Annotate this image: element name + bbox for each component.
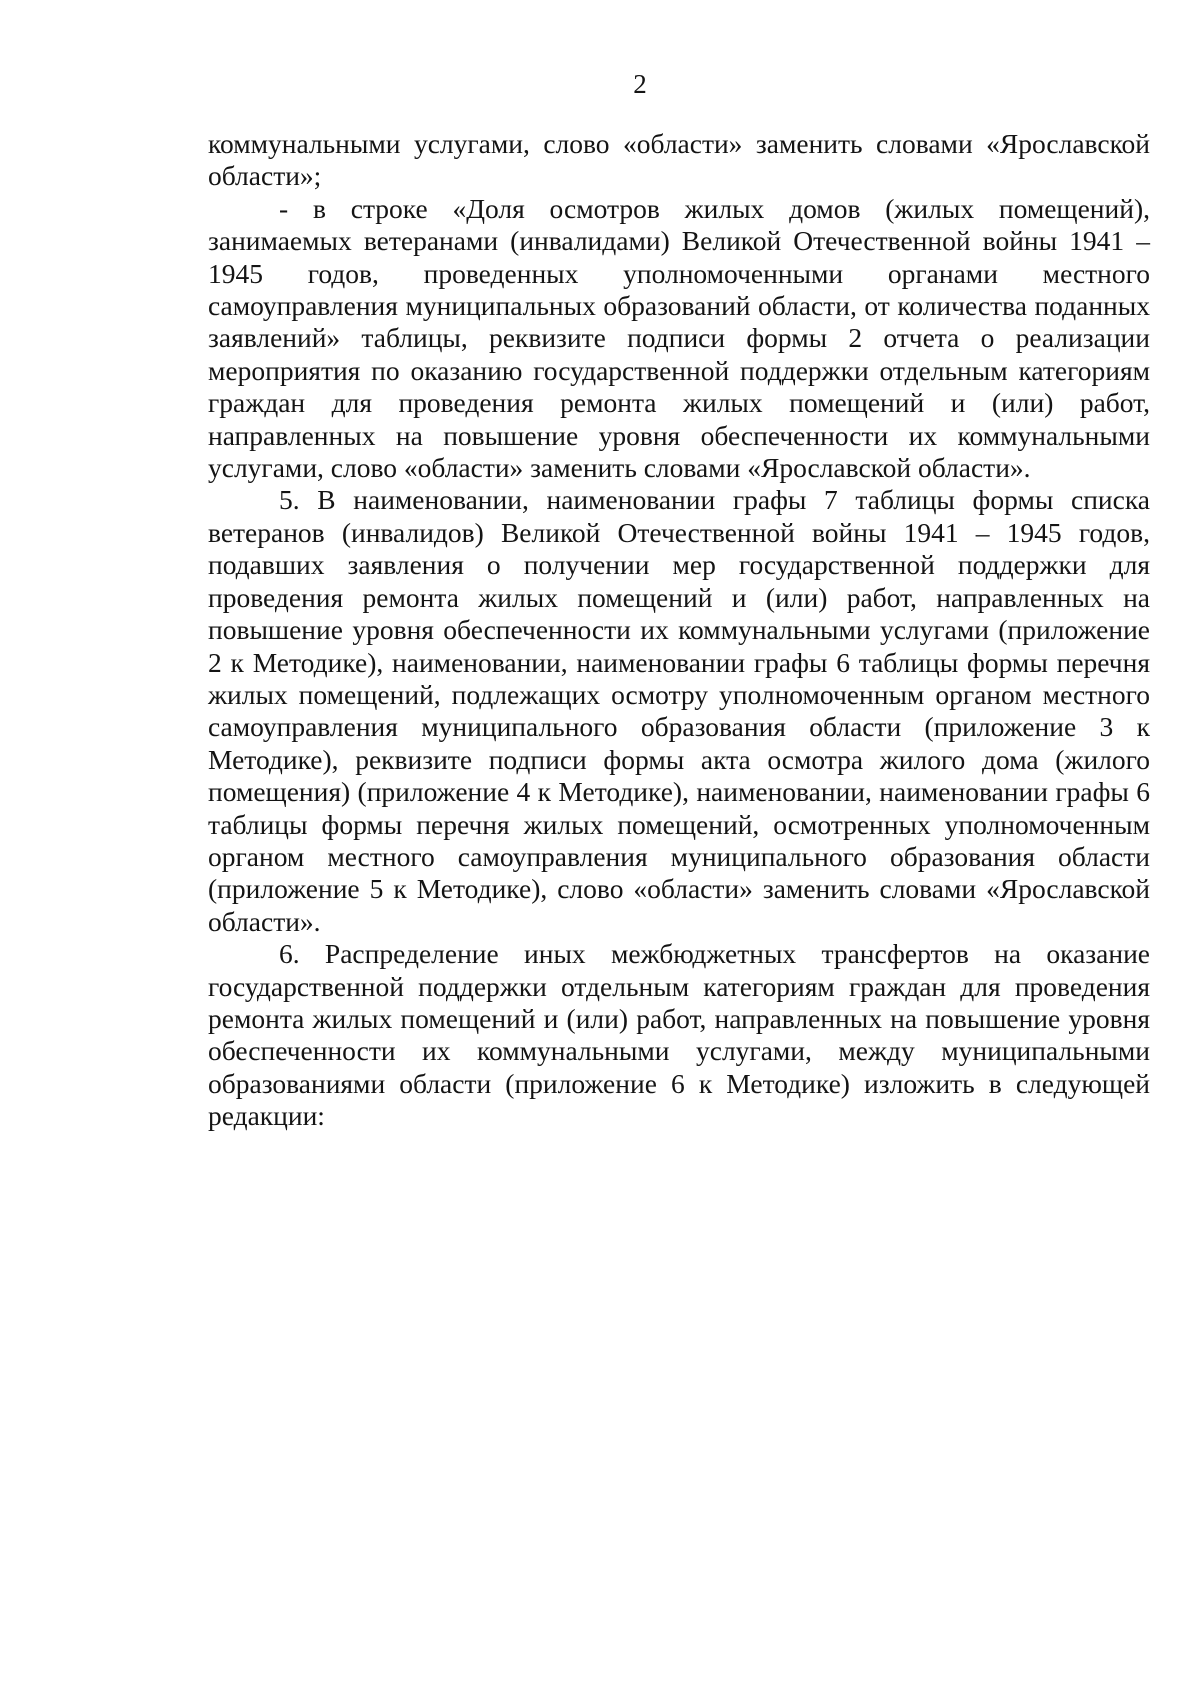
paragraph-item-6: 6. Распределение иных межбюджетных трансфертов на оказание государственной поддержки отдельным категориям граждан для проведения ремонта жилых помещений и (или) работ, направленных на повышение уровня обеспеченности их коммунальными услугами, между муниципальными образованиями области (приложение 6 к Методике) изложить в следующей редакции:	[208, 938, 1150, 1132]
paragraph-item-5: 5. В наименовании, наименовании графы 7 таблицы формы списка ветеранов (инвалидов) Великой Отечественной войны 1941 – 1945 годов, подавших заявления о получении мер государственной поддержки для проведения ремонта жилых помещений и (или) работ, направленных на повышение уровня обеспеченности их коммунальными услугами (приложение 2 к Методике), наименовании, наименовании графы 6 таблицы формы перечня жилых помещений, подлежащих осмотру уполномоченным органом местного самоуправления муниципального образования области (приложение 3 к Методике), реквизите подписи формы акта осмотра жилого дома (жилого помещения) (приложение 4 к Методике), наименовании, наименовании графы 6 таблицы формы перечня жилых помещений, осмотренных уполномоченным органом местного самоуправления муниципального образования области (приложение 5 к Методике), слово «области» заменить словами «Ярославской области».	[208, 484, 1150, 937]
paragraph-form-2-report: - в строке «Доля осмотров жилых домов (жилых помещений), занимаемых ветеранами (инвалидами) Великой Отечественной войны 1941 – 1945 годов, проведенных уполномоченными органами местного самоуправления муниципальных образований области, от количества поданных заявлений» таблицы, реквизите подписи формы 2 отчета о реализации мероприятия по оказанию государственной поддержки отдельным категориям граждан для проведения ремонта жилых помещений и (или) работ, направленных на повышение уровня обеспеченности их коммунальными услугами, слово «области» заменить словами «Ярославской области».	[208, 192, 1150, 484]
page-number: 2	[633, 69, 647, 99]
paragraph-continuation: коммунальными услугами, слово «области» заменить словами «Ярославской области»;	[208, 128, 1150, 192]
document-body	[208, 128, 1150, 1133]
